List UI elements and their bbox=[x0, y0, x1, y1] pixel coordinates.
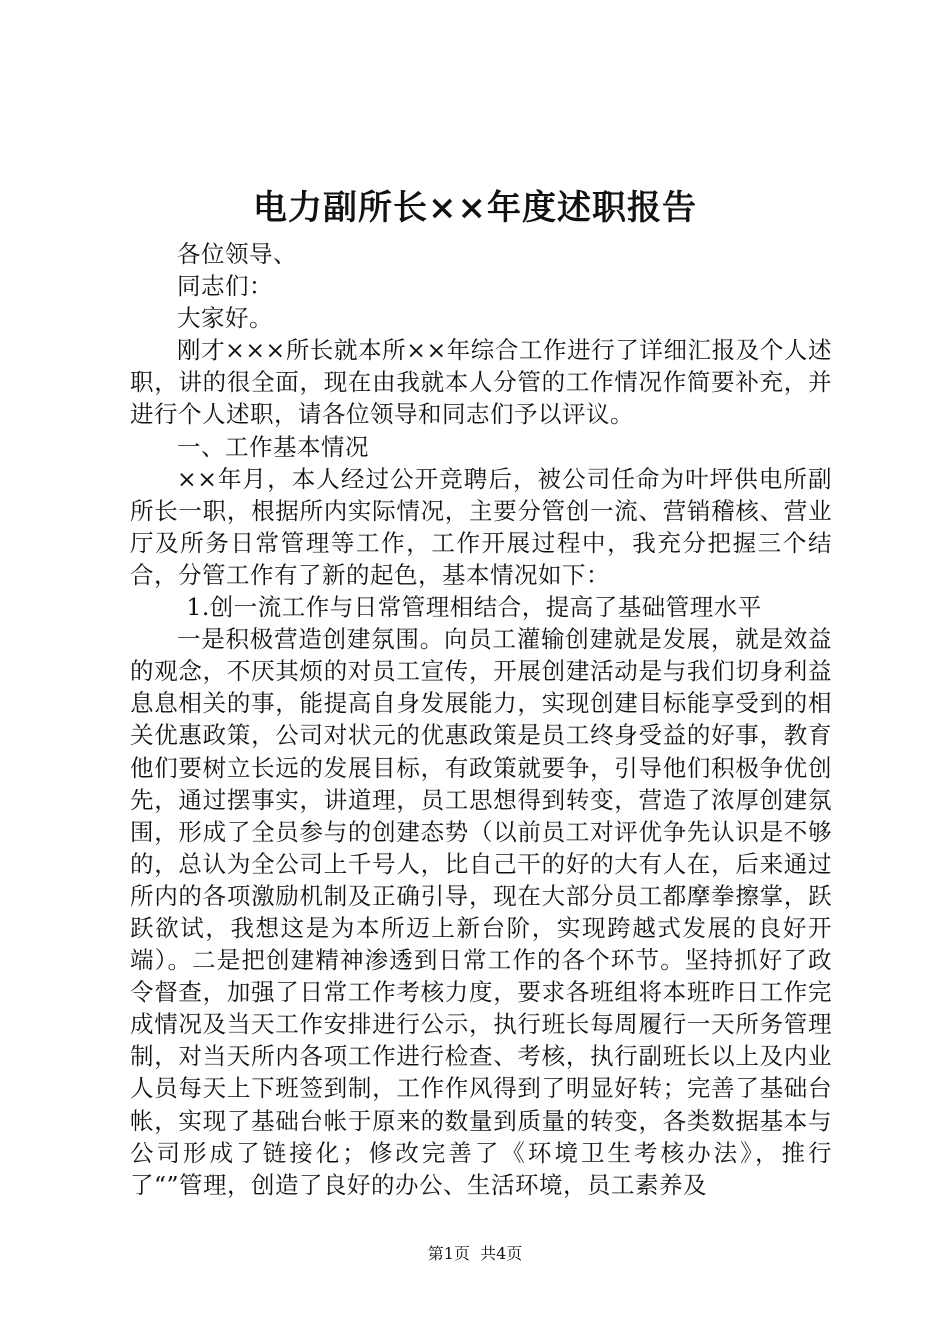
document-body bbox=[130, 238, 832, 1201]
page-total: 共4页 bbox=[480, 1244, 523, 1263]
paragraph-creation-atmosphere: 一是积极营造创建氛围。向员工灌输创建就是发展，就是效益的观念，不厌其烦的对员工宣传，开展创建活动是与我们切身利益息息相关的事，能提高自身发展能力，实现创建目标能享受到的相关优惠政策，公司对状元的优惠政策是员工终身受益的好事，教育他们要树立长远的发展目标，有政策就要争，引导他们积极争优创先，通过摆事实，讲道理，员工思想得到转变，营造了浓厚创建氛围，形成了全员参与的创建态势（以前员工对评优争先认识是不够的，总认为全公司上千号人，比自己干的好的大有人在，后来通过所内的各项激励机制及正确引导，现在大部分员工都摩拳擦掌，跃跃欲试，我想这是为本所迈上新台阶，实现跨越式发展的良好开端）。二是把创建精神渗透到日常工作的各个环节。坚持抓好了政令督查，加强了日常工作考核力度，要求各班组将本班昨日工作完成情况及当天工作安排进行公示，执行班长每周履行一天所务管理制，对当天所内各项工作进行检查、考核，执行副班长以上及内业人员每天上下班签到制，工作作风得到了明显好转；完善了基础台帐，实现了基础台帐于原来的数量到质量的转变，各类数据基本与公司形成了链接化；修改完善了《环境卫生考核办法》，推行了“”管理，创造了良好的办公、生活环境，员工素养及 bbox=[130, 625, 832, 1199]
paragraph-greeting: 大家好。 bbox=[177, 304, 273, 333]
page-number: 第1页 bbox=[427, 1244, 470, 1263]
paragraph-introduction: 刚才×××所长就本所××年综合工作进行了详细汇报及个人述职，讲的很全面，现在由我就本人分管的工作情况作简要补充，并进行个人述职，请各位领导和同志们予以评议。 bbox=[130, 336, 832, 429]
paragraph-salutation-leaders: 各位领导、 bbox=[177, 240, 297, 268]
section-heading-basic-situation: 一、工作基本情况 bbox=[177, 432, 369, 461]
page-footer bbox=[0, 1243, 950, 1265]
document-title: 电力副所长××年度述职报告 bbox=[253, 188, 697, 228]
paragraph-salutation-comrades: 同志们： bbox=[177, 272, 273, 301]
paragraph-appointment: ××年月，本人经过公开竞聘后，被公司任命为叶坪供电所副所长一职，根据所内实际情况，主要分管创一流、营销稽核、营业厅及所务日常管理等工作，工作开展过程中，我充分把握三个结合，分管工作有了新的起色，基本情况如下： bbox=[130, 464, 832, 589]
subsection-heading-1: 1.创一流工作与日常管理相结合，提高了基础管理水平 bbox=[186, 593, 762, 622]
